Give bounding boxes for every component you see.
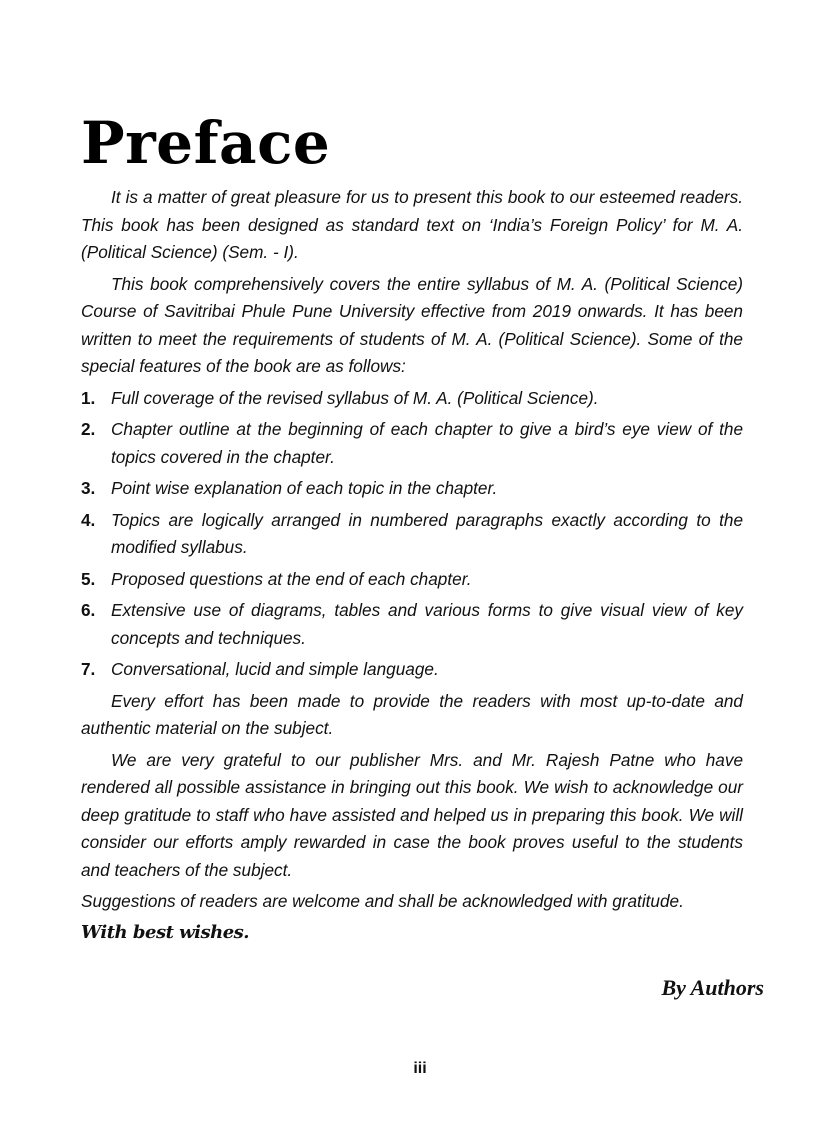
preface-body (81, 184, 743, 916)
list-item-number: 1. (81, 387, 96, 408)
list-item (81, 656, 743, 684)
list-item (81, 475, 743, 503)
list-item (81, 597, 743, 652)
list-item (81, 566, 743, 594)
list-item-text: Full coverage of the revised syllabus of M. A. (Political Science). (111, 387, 599, 408)
list-item-text: Point wise explanation of each topic in the chapter. (111, 478, 498, 498)
list-item-number: 3. (81, 478, 96, 498)
suggestions-line: Suggestions of readers are welcome and shall be acknowledged with gratitude. (81, 891, 684, 911)
features-list (81, 385, 743, 684)
list-item-number: 7. (81, 659, 96, 679)
best-wishes-line: With best wishes. (81, 921, 250, 943)
list-item-text: Conversational, lucid and simple language. (111, 659, 439, 679)
list-item (81, 416, 743, 471)
list-item-number: 6. (81, 600, 96, 620)
list-item-number: 4. (81, 509, 96, 530)
page-title: Preface (81, 109, 331, 177)
preface-page (81, 108, 743, 946)
page-number: iii (413, 1060, 427, 1077)
list-item (81, 385, 743, 413)
list-item-text: Proposed questions at the end of each chapter. (111, 568, 472, 589)
list-item (81, 507, 743, 562)
closing-paragraph-1: Every effort has been made to provide the readers with most up-to-date and authentic material on the subject. (81, 690, 743, 738)
list-item-text: Topics are logically arranged in numbered paragraphs exactly according to the modified syllabus. (111, 509, 743, 557)
intro-paragraph-1: It is a matter of great pleasure for us to present this book to our esteemed readers. This book has been designed as standard text on ‘India’s Foreign Policy’ for M. A. (Political Science) (Sem. - I). (81, 187, 743, 262)
author-signature: By Authors (661, 975, 764, 1000)
intro-paragraph-2: This book comprehensively covers the entire syllabus of M. A. (Political Science) Course of Savitribai Phule Pune University effective from 2019 onwards. It has been written to meet the requirements of students of M. A. (Political Science). Some of the special features of the book are as follows: (81, 273, 743, 376)
list-item-text: Extensive use of diagrams, tables and various forms to give visual view of key concepts and techniques. (111, 600, 743, 648)
list-item-number: 5. (81, 568, 96, 589)
list-item-text: Chapter outline at the beginning of each chapter to give a bird’s eye view of the topics covered in the chapter. (111, 419, 743, 467)
closing-paragraph-2: We are very grateful to our publisher Mrs. and Mr. Rajesh Patne who have rendered all possible assistance in bringing out this book. We wish to acknowledge our deep gratitude to staff who have assisted and helped us in preparing this book. We will consider our efforts amply rewarded in case the book proves useful to the students and teachers of the subject. (81, 749, 743, 880)
list-item-number: 2. (81, 419, 96, 439)
